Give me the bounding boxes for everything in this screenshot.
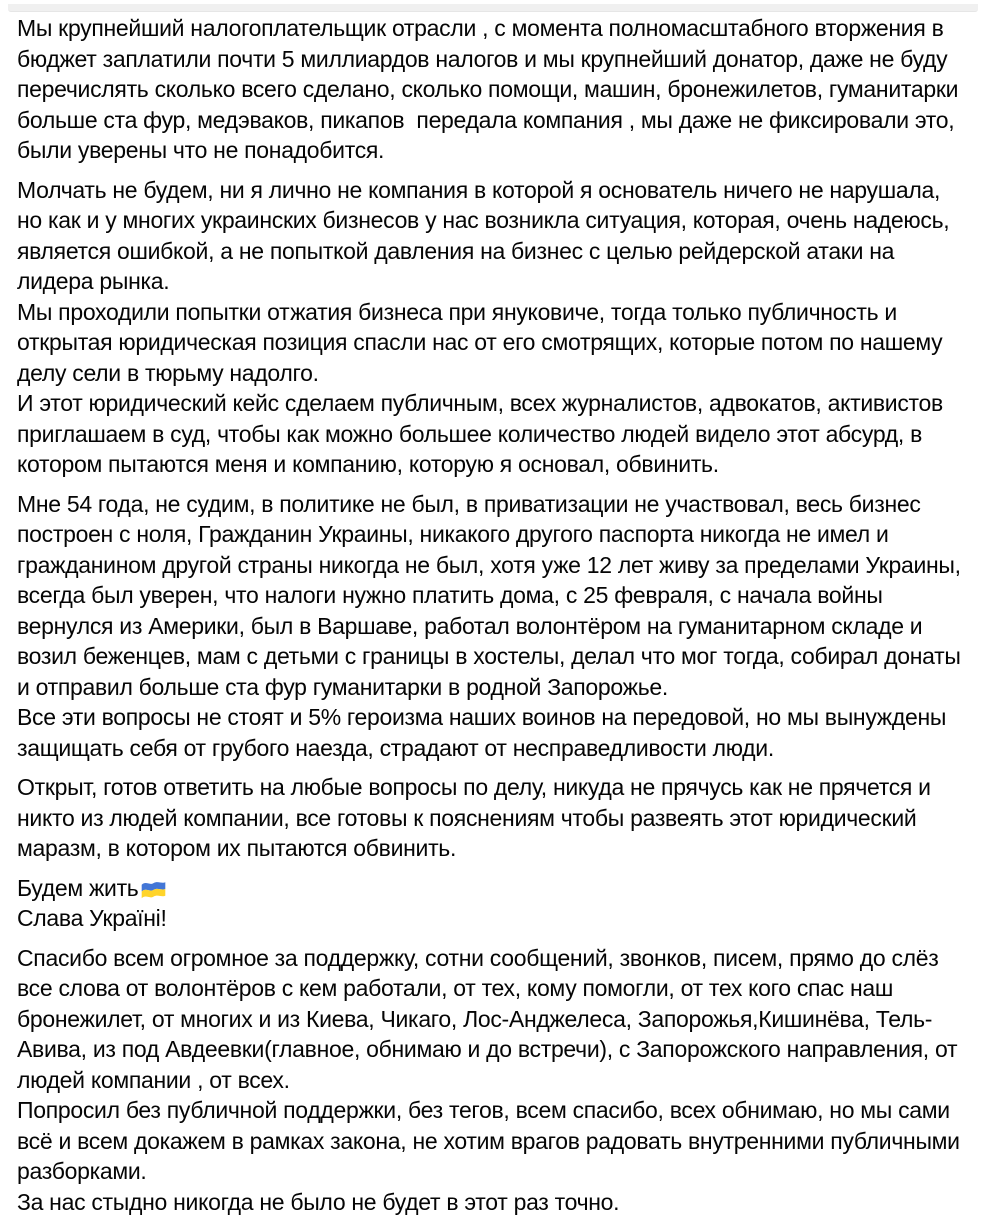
post-paragraph: [17, 175, 970, 480]
post-text: Мы крупнейший налогоплательщик отрасли , с момента полномасштабного вторжения в бюджет заплатили почти 5 миллиардов налогов и мы крупнейший донатор, даже не буду перечислять сколько всего сделано, сколько помощи, машин, бронежилетов, гуманитарки больше ста фур, медэваков, пикапов передала компания , мы даже не фиксировали это, были уверены что не понадобится.: [17, 15, 964, 163]
post-paragraph: [17, 13, 970, 166]
post-text: И этот юридический кейс сделаем публичным, всех журналистов, адвокатов, активистов приглашаем в суд, чтобы как можно большее количество людей видело этот абсурд, в котором пытаются меня и компанию, которую я основал, обвинить.: [17, 390, 949, 477]
post-text-line: [17, 13, 970, 166]
post-text: Будем жить: [17, 875, 139, 901]
post-text-line: [17, 489, 970, 703]
post-text: Мне 54 года, не судим, в политике не был, в приватизации не участвовал, весь бизнес построен с ноля, Гражданин Украины, никакого другого паспорта никогда не имел и гражданином другой страны никогда не был, хотя уже 12 лет живу за пределами Украины, всегда был уверен, что налоги нужно платить дома, с 25 февраля, с начала войны вернулся из Америки, был в Варшаве, работал волонтёром на гуманитарном складе и возил беженцев, мам с детьми с границы в хостелы, делал что мог тогда, собирал донаты и отправил больше ста фур гуманитарки в родной Запорожье.: [17, 491, 967, 700]
post-text-line: [17, 1187, 970, 1217]
post-text-line: [17, 1095, 970, 1187]
post-text: Спасибо всем огромное за поддержку, сотни сообщений, звонков, писем, прямо до слёз все слова от волонтёров с кем работали, от тех, кому помогли, от тех кого спас наш бронежилет, от многих и из Киева, Чикаго, Лос-Анджелеса, Запорожья,Кишинёва, Тель-Авива, из под Авдеевки(главное, обнимаю и до встречи), с Запорожского направления, от людей компании , от всех.: [17, 945, 963, 1093]
post-paragraph: [17, 943, 970, 1217]
post-text-line: [17, 388, 970, 480]
ukraine-flag-icon: [140, 878, 167, 900]
post-text: Молчать не будем, ни я лично не компания в которой я основатель ничего не нарушала, но как и у многих украинских бизнесов у нас возникла ситуация, которая, очень надеюсь, является ошибкой, а не попыткой давления на бизнес с целью рейдерской атаки на лидера рынка.: [17, 177, 955, 295]
post-text: Слава Україні!: [17, 905, 167, 931]
post-text-line: [17, 175, 970, 297]
post-paragraph: [17, 772, 970, 864]
post-text-line: [17, 943, 970, 1096]
post-text-line: [17, 702, 970, 763]
post-text-line: [17, 297, 970, 389]
post-text-line: [17, 772, 970, 864]
post-text: Все эти вопросы не стоят и 5% героизма наших воинов на передовой, но мы вынуждены защищать себя от грубого наезда, страдают от несправедливости люди.: [17, 704, 952, 761]
post-text: Открыт, готов ответить на любые вопросы по делу, никуда не прячусь как не прячется и никто из людей компании, все готовы к пояснениям чтобы развеять этот юридический маразм, в котором их пытаются обвинить.: [17, 774, 937, 861]
top-divider-strip: [8, 4, 978, 12]
post-text-line: [17, 873, 970, 904]
post-text: Мы проходили попытки отжатия бизнеса при януковиче, тогда только публичность и открытая юридическая позиция спасли нас от его смотрящих, которые потом по нашему делу сели в тюрьму надолго.: [17, 299, 948, 386]
post-paragraph: [17, 873, 970, 934]
post-text: Попросил без публичной поддержки, без тегов, всем спасибо, всех обнимаю, но мы сами всё и всем докажем в рамках закона, не хотим врагов радовать внутренними публичными разборками.: [17, 1097, 966, 1184]
post-text: За нас стыдно никогда не было не будет в этот раз точно.: [17, 1189, 619, 1215]
post-paragraph: [17, 489, 970, 764]
post-text-line: [17, 903, 970, 934]
